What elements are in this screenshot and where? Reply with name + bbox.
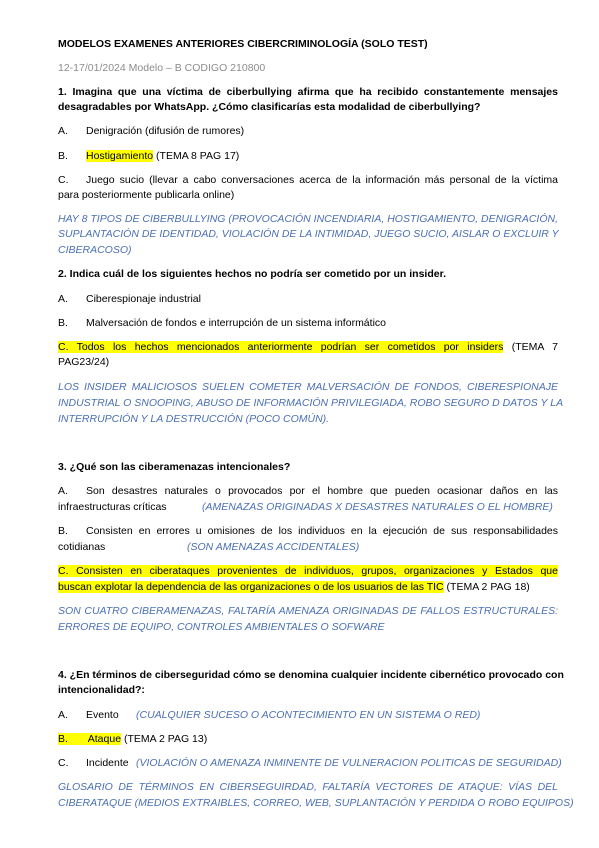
question-1-note-line3: CIBERACOSO) xyxy=(58,244,132,256)
question-3-option-b-line1 xyxy=(58,523,558,539)
question-2-note-line3: INTERRUPCIÓN Y LA DESTRUCCIÓN (POCO COMÚN). xyxy=(58,413,330,425)
question-3-option-c-line1 xyxy=(58,563,558,579)
option-text: Evento xyxy=(86,709,119,721)
option-label: A. xyxy=(58,485,68,497)
question-1-option-c-line2: para posteriormente publicarla online) xyxy=(58,189,235,201)
highlighted-answer: B. Ataque xyxy=(58,733,122,745)
question-2-option-b xyxy=(58,315,558,331)
question-3-option-c-line2 xyxy=(58,579,558,595)
question-4-text-line1: 4. ¿En términos de ciberseguridad cómo se denomina cualquier incidente cibernético provocado con xyxy=(58,669,564,681)
option-note: (SON AMENAZAS ACCIDENTALES) xyxy=(187,541,360,553)
highlighted-answer: C. Todos los hechos mencionados anteriormente podrían ser cometidos por insiders xyxy=(58,341,504,353)
question-2-text: 2. Indica cuál de los siguientes hechos no podría ser cometido por un insider. xyxy=(58,268,447,280)
question-2-option-c-line1 xyxy=(58,339,558,355)
question-1-option-c-line1 xyxy=(58,172,558,188)
question-4-option-a xyxy=(58,707,558,723)
option-label: A. xyxy=(58,293,68,305)
document-title: MODELOS EXAMENES ANTERIORES CIBERCRIMINOLOGÍA (SOLO TEST) xyxy=(58,38,428,50)
question-1-note-line1: HAY 8 TIPOS DE CIBERBULLYING (PROVOCACIÓN INCENDIARIA, HOSTIGAMIENTO, DENIGRACIÓN, xyxy=(58,213,558,225)
option-label: B. xyxy=(58,150,68,162)
question-4-option-b xyxy=(58,731,558,747)
highlighted-answer: Hostigamiento xyxy=(86,150,154,162)
option-text: Son desastres naturales o provocados por el hombre que pueden ocasionar daños en las xyxy=(86,485,558,497)
option-label: C. xyxy=(58,757,69,769)
option-label: B. xyxy=(58,317,68,329)
answer-reference: (TEMA 8 PAG 17) xyxy=(153,150,240,162)
question-2-option-c-line2: PAG23/24) xyxy=(58,356,110,368)
question-4-text-line2: intencionalidad?: xyxy=(58,684,145,696)
question-1-text-line2: desagradables por WhatsApp. ¿Cómo clasificarías esta modalidad de ciberbullying? xyxy=(58,101,481,113)
option-text: Consisten en errores u omisiones de los individuos en la ejecución de sus responsabilidades xyxy=(86,525,558,537)
option-text: Incidente xyxy=(86,757,129,769)
question-3-option-a-line2 xyxy=(58,499,558,515)
question-3-text: 3. ¿Qué son las ciberamenazas intencionales? xyxy=(58,461,291,473)
question-4-note-line2: CIBERATAQUE (MEDIOS EXTRAIBLES, CORREO, WEB, SUPLANTACIÓN Y PERDIDA O ROBO EQUIPOS) xyxy=(58,797,574,809)
document-subtitle: 12-17/01/2024 Modelo – B CODIGO 210800 xyxy=(58,62,266,74)
option-text: cotidianas xyxy=(58,541,106,553)
option-note: (CUALQUIER SUCESO O ACONTECIMIENTO EN UN SISTEMA O RED) xyxy=(136,709,481,721)
question-1-note-line2: SUPLANTACIÓN DE IDENTIDAD, VIOLACIÓN DE LA INTIMIDAD, JUEGO SUCIO, AISLAR O EXCLUIR Y xyxy=(58,228,559,240)
option-label: A. xyxy=(58,709,68,721)
answer-reference: (TEMA 2 PAG 18) xyxy=(443,581,530,593)
question-3-option-b-line2 xyxy=(58,539,558,555)
option-text: Juego sucio (llevar a cabo conversaciones acerca de la información más personal de la víctima xyxy=(86,174,558,186)
option-text: Ciberespionaje industrial xyxy=(86,293,201,305)
answer-reference: (TEMA 7 xyxy=(503,341,558,353)
answer-reference: (TEMA 2 PAG 13) xyxy=(121,733,208,745)
question-1-option-b xyxy=(58,148,558,164)
question-2-note-line2: INDUSTRIAL O SNOOPING, ABUSO DE INFORMACIÓN PRIVILEGIADA, ROBO SEGURO D DATOS Y LA xyxy=(58,397,564,409)
option-label: C. xyxy=(58,174,69,186)
question-3-option-a-line1 xyxy=(58,483,558,499)
option-label: A. xyxy=(58,125,68,137)
question-2-option-a xyxy=(58,291,558,307)
question-3-note-line2: ERRORES DE EQUIPO, CONTROLES AMBIENTALES O SOFWARE xyxy=(58,621,385,633)
option-label: B. xyxy=(58,525,68,537)
option-text: infraestructuras críticas xyxy=(58,501,167,513)
question-1-text-line1: 1. Imagina que una víctima de ciberbullying afirma que ha recibido constantemente mensajes xyxy=(58,86,558,98)
option-note: (VIOLACIÓN O AMENAZA INMINENTE DE VULNERACION POLITICAS DE SEGURIDAD) xyxy=(136,757,562,769)
question-4-option-c xyxy=(58,755,562,771)
highlighted-answer: buscan explotar la dependencia de las organizaciones o de los usuarios de las TIC xyxy=(58,581,444,593)
option-note: (AMENAZAS ORIGINADAS X DESASTRES NATURALES O EL HOMBRE) xyxy=(202,501,553,513)
question-3-note-line1: SON CUATRO CIBERAMENAZAS, FALTARÍA AMENAZA ORIGINADAS DE FALLOS ESTRUCTURALES: xyxy=(58,605,558,617)
option-text: Denigración (difusión de rumores) xyxy=(86,125,245,137)
question-1-option-a xyxy=(58,123,558,139)
highlighted-answer: C. Consisten en ciberataques provenientes de individuos, grupos, organizaciones y Estados que xyxy=(58,565,558,577)
question-2-note-line1: LOS INSIDER MALICIOSOS SUELEN COMETER MALVERSACIÓN DE FONDOS, CIBERESPIONAJE xyxy=(58,381,558,393)
option-text: Malversación de fondos e interrupción de un sistema informático xyxy=(86,317,386,329)
question-4-note-line1: GLOSARIO DE TÉRMINOS EN CIBERSEGUIRDAD, FALTARÍA VECTORES DE ATAQUE: VÍAS DEL xyxy=(58,781,558,793)
